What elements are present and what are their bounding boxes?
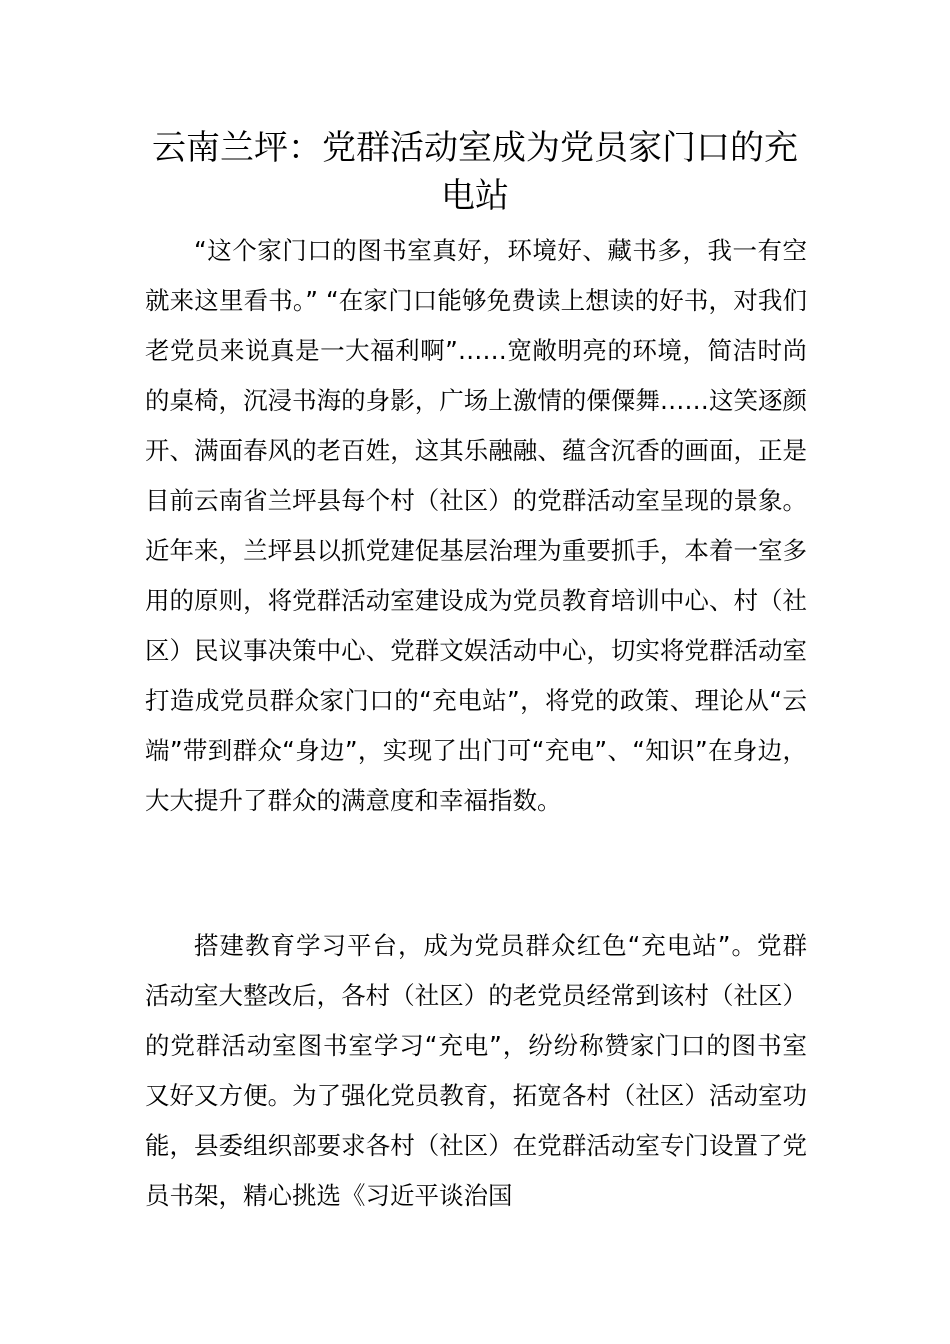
paragraph-2: 搭建教育学习平台，成为党员群众红色“充电站”。党群活动室大整改后，各村（社区）的老党员经常到该村（社区）的党群活动室图书室学习“充电”，纷纷称赞家门口的图书室又好又方便。为了强化党员教育，拓宽各村（社区）活动室功能，县委组织部要求各村（社区）在党群活动室专门设置了党员书架，精心挑选《习近平谈治国: [145, 931, 807, 1210]
document-title: 云南兰坪：党群活动室成为党员家门口的充电站: [152, 128, 798, 216]
paragraph-1: “这个家门口的图书室真好，环境好、藏书多，我一有空就来这里看书。” “在家门口能够免费读上想读的好书，对我们老党员来说真是一大福利啊”……宽敞明亮的环境，简洁时尚的桌椅，沉浸书海的身影，广场上激情的傈僳舞……这笑逐颜开、满面春风的老百姓，这其乐融融、蕴含沉香的画面，正是目前云南省兰坪县每个村（社区）的党群活动室呈现的景象。近年来，兰坪县以抓党建促基层治理为重要抓手，本着一室多用的原则，将党群活动室建设成为党员教育培训中心、村（社区）民议事决策中心、党群文娱活动中心，切实将党群活动室打造成党员群众家门口的“充电站”，将党的政策、理论从“云端”带到群众“身边”，实现了出门可“充电”、“知识”在身边，大大提升了群众的满意度和幸福指数。: [145, 236, 807, 815]
